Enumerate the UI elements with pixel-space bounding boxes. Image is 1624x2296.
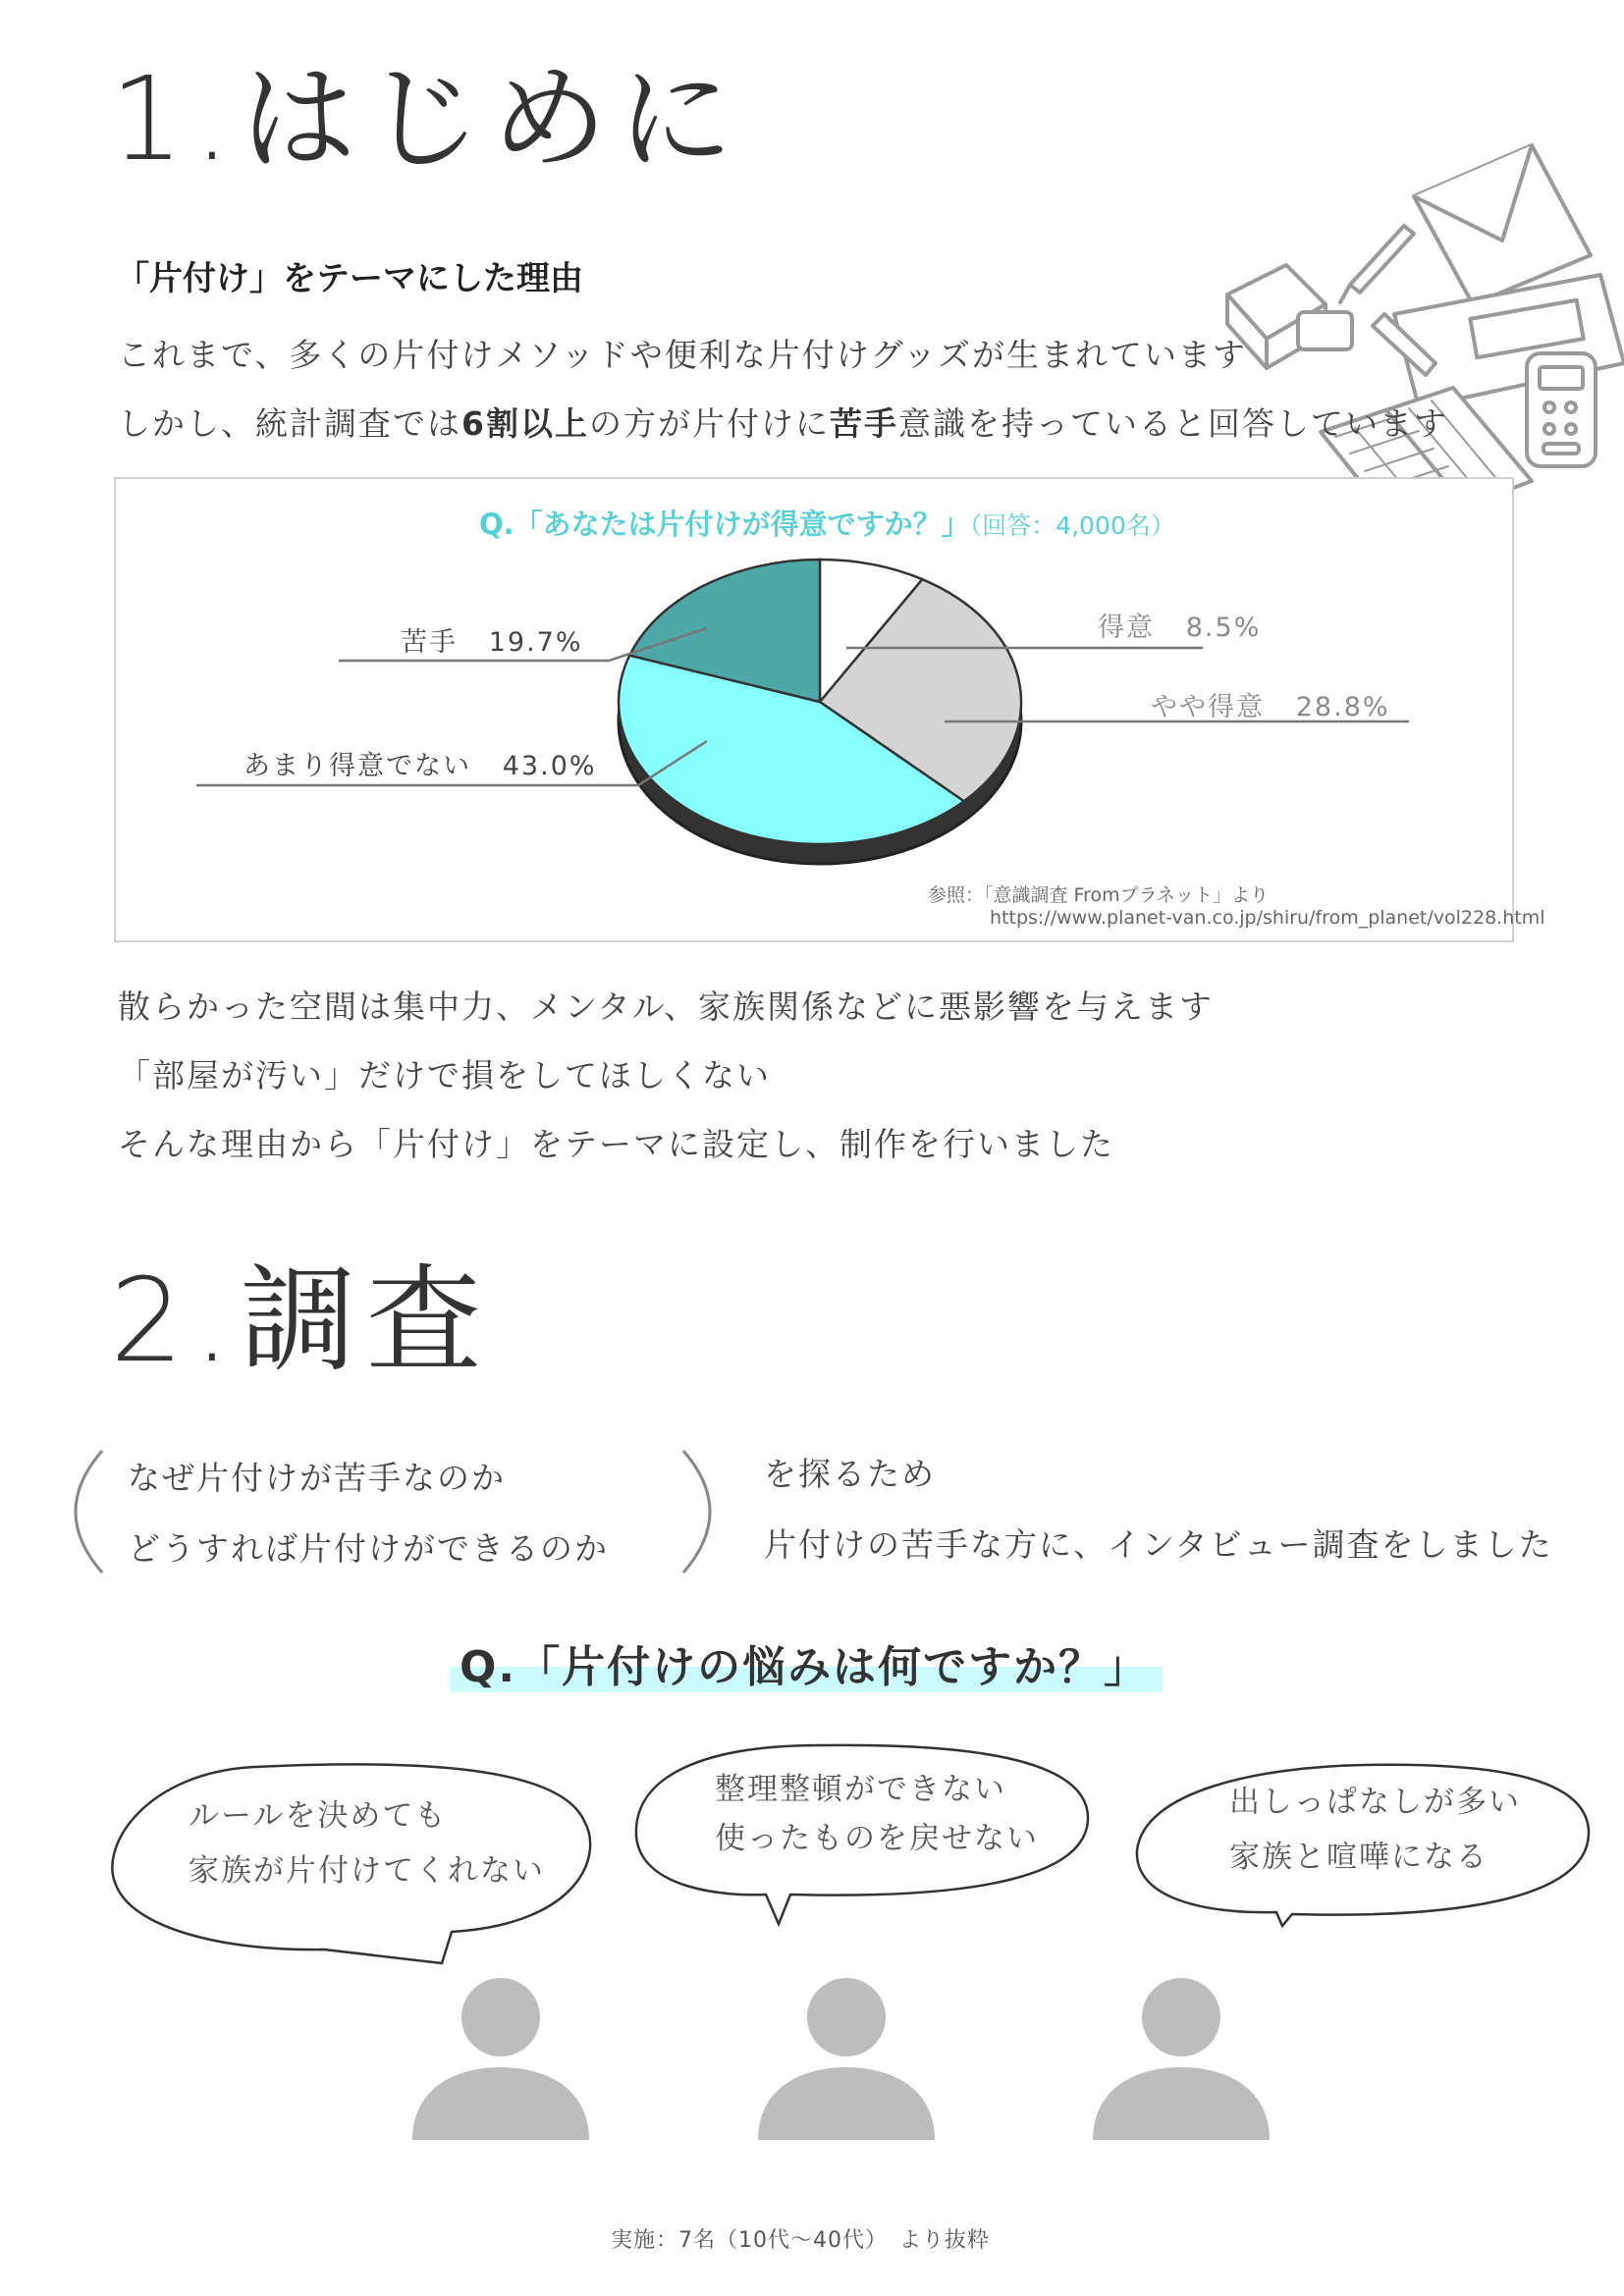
chart-title-text: Q.「あなたは片付けが得意ですか？」 — [479, 507, 970, 541]
label-yaya-tokui-value: 28.8% — [1295, 692, 1390, 722]
interview-question: Q.「片付けの悩みは何ですか？」 — [460, 1642, 1150, 1692]
intro-line-2c: の方が片付けに — [588, 404, 830, 443]
label-amari — [244, 744, 597, 782]
bubble-1-line-2: 家族が片付けてくれない — [189, 1853, 545, 1889]
pie-chart — [0, 0, 1624, 942]
purpose-line-1: を探るため — [764, 1455, 936, 1493]
label-amari-value: 43.0% — [502, 751, 597, 781]
label-amari-name: あまり得意でない — [244, 751, 471, 781]
label-nigate — [401, 620, 583, 659]
label-tokui — [1098, 606, 1261, 644]
intro-emphasis-60: 6割以上 — [461, 404, 589, 443]
right-paren — [683, 1451, 710, 1573]
intro-line-1: これまで、多くの片付けメソッドや便利な片付けグッズが生まれています — [118, 336, 1248, 374]
chart-subtitle: （回答：4,000名） — [969, 511, 1175, 540]
survey-footnote: 実施：7名（10代〜40代） より抜粋 — [611, 2228, 990, 2253]
bubble-1-text — [189, 1789, 545, 1898]
bubble-2-line-2: 使ったものを戻せない — [715, 1821, 1039, 1856]
left-paren — [76, 1451, 102, 1573]
section1-title: 1.はじめに — [110, 51, 743, 187]
person-icon-3 — [1093, 1978, 1270, 2140]
pie-slices — [619, 560, 1021, 844]
bubble-2-text — [715, 1765, 1039, 1863]
person-icon-1 — [412, 1978, 589, 2140]
label-nigate-name: 苦手 — [401, 627, 458, 658]
bubble-3-text — [1229, 1775, 1521, 1885]
paren-line-1: なぜ片付けが苦手なのか — [128, 1459, 506, 1497]
label-tokui-name: 得意 — [1098, 613, 1155, 643]
purpose-line-2: 片付けの苦手な方に、インタビュー調査をしました — [764, 1525, 1553, 1564]
paren-line-2: どうすれば片付けができるのか — [128, 1529, 609, 1568]
label-nigate-value: 19.7% — [488, 627, 583, 658]
label-yaya-tokui-name: やや得意 — [1151, 692, 1265, 722]
intro-line-2e: 意識を持っていると回答しています — [897, 404, 1448, 443]
chart-source-line1: 参照：「意識調査 Fromプラネット」より — [928, 884, 1270, 906]
bubble-3-line-2: 家族と喧嘩になる — [1229, 1840, 1489, 1875]
intro-line-2a: しかし、統計調査では — [118, 404, 461, 443]
chart-source-link[interactable]: https://www.planet-van.co.jp/shiru/from_planet/vol228.html — [990, 907, 1545, 929]
intro-emphasis-nigate: 苦手 — [829, 404, 898, 443]
person-icon-2 — [758, 1978, 935, 2140]
body-line-1: 散らかった空間は集中力、メンタル、家族関係などに悪影響を与えます — [118, 988, 1215, 1026]
bubble-3-line-1: 出しっぱなしが多い — [1229, 1785, 1521, 1820]
section1-subheading: 「片付け」をテーマにした理由 — [116, 259, 583, 298]
section2-title: 2.調査 — [110, 1253, 492, 1388]
label-yaya-tokui — [1151, 685, 1390, 723]
body-line-3: そんな理由から「片付け」をテーマに設定し、制作を行いました — [118, 1125, 1114, 1163]
body-line-2: 「部屋が汚い」だけで損をしてほしくない — [118, 1056, 771, 1095]
bubble-1-line-1: ルールを決めても — [189, 1798, 448, 1834]
bubble-2-line-1: 整理整頓ができない — [715, 1772, 1006, 1807]
label-tokui-value: 8.5% — [1185, 613, 1262, 643]
